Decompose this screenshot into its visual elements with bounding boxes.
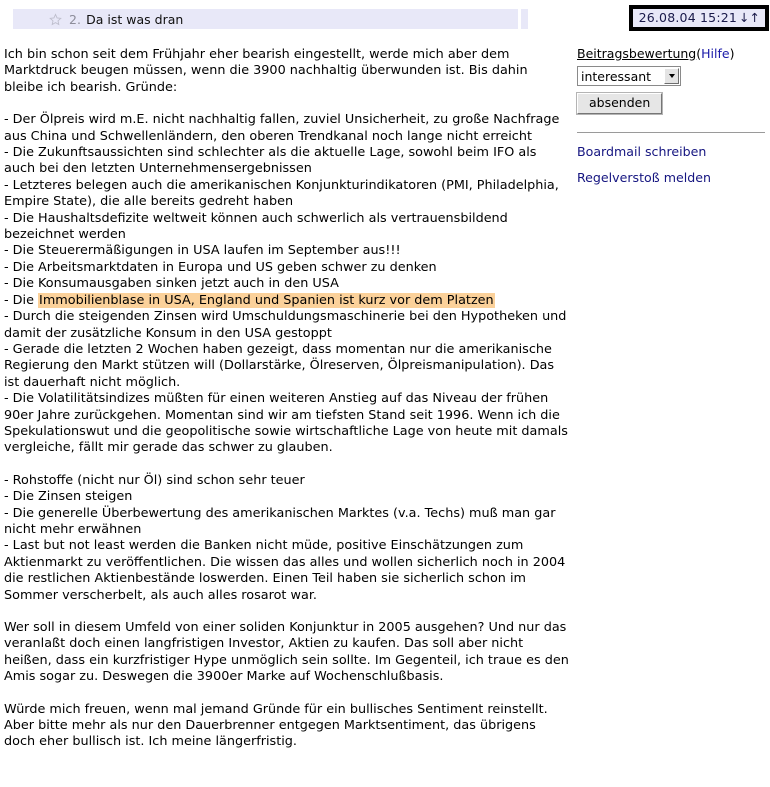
post-header-row [0, 0, 770, 36]
post-paragraph-list [4, 473, 570, 604]
post-line: - Die Zukunftsaussichten sind schlechter als die aktuelle Lage, sowohl beim IFO als auch bei den letzten Unternehmensergebnissen [4, 145, 537, 177]
rating-help-link[interactable]: Hilfe [701, 46, 730, 61]
post-line-prefix: - Die [4, 292, 39, 308]
post-paragraph-list [4, 112, 570, 457]
chevron-down-icon[interactable] [664, 68, 679, 84]
rating-help-close-paren: ) [729, 46, 735, 61]
post-line: - Gerade die letzten 2 Wochen haben gezeigt, dass momentan nur die amerikanische Regierung den Markt stützen will (Dollarstärke, Ölreserven, Ölpreismanipulation). Das ist dauerhaft nicht möglich. [4, 341, 555, 390]
post-line: - Die generelle Überbewertung des amerikanischen Marktes (v.a. Techs) muß man gar nicht mehr erwähnen [4, 505, 556, 537]
rating-label-text: Beitragsbewertung [577, 46, 697, 61]
post-line: - Rohstoffe (nicht nur Öl) sind schon sehr teuer [4, 472, 305, 488]
post-line: - Die Arbeitsmarktdaten in Europa und US geben schwer zu denken [4, 259, 437, 275]
post-timestamp: 26.08.04 15:21 [638, 10, 738, 25]
post-line: - Durch die steigenden Zinsen wird Umschuldungsmaschinerie bei den Hypotheken und damit der zusätzliche Konsum in den USA gestoppt [4, 309, 567, 341]
post-paragraph: Ich bin schon seit dem Frühjahr eher bearish eingestellt, werde mich aber dem Marktdruck beugen müssen, wenn die 3900 nachhaltig überwunden ist. Bis dahin bleibe ich bearish. Gründe: [4, 47, 528, 95]
nav-arrows-icon[interactable]: ↓↑ [739, 10, 760, 25]
post-title: Da ist was dran [86, 11, 184, 27]
post-line: - Der Ölpreis wird m.E. nicht nachhaltig fallen, zuviel Unsicherheit, zu große Nachfrage aus China und Schwellenländern, den oberen Trendkanal noch lange nicht erreicht [4, 112, 560, 144]
submit-rating-button[interactable]: absenden [577, 93, 662, 114]
post-index: 2. [69, 11, 82, 27]
post-line: - Die Volatilitätsindizes müßten für einen weiteren Anstieg auf das Niveau der frühen 90er Jahre zurückgehen. Momentan sind wir am tiefsten Stand seit 1996. Wenn ich die Spekulationswut und die geopolitische sowie wirtschaftliche Lage von heute mit damals vergleiche, fällt mir gerade das schwer zu glauben. [4, 391, 568, 456]
rating-select-value: interessant [581, 68, 652, 84]
post-title-bar-tail [521, 9, 528, 29]
post-line: - Die Steuerermäßigungen in USA laufen im September aus!!! [4, 243, 401, 259]
post-paragraph: Würde mich freuen, wenn mal jemand Gründe für ein bullisches Sentiment reinstellt. Aber bitte mehr als nur den Dauerbrenner entgegen Marktsentiment, das übrigens doch eher bullisch ist. Ich meine längerfristig. [4, 701, 548, 750]
rating-select[interactable] [577, 66, 681, 86]
sidebar-divider [577, 132, 765, 133]
post-line: - Letzteres belegen auch die amerikanischen Konjunkturindikatoren (PMI, Philadelphia, Empire State), die alle bereits gedreht haben [4, 177, 559, 210]
highlighted-text: Immobilienblase in USA, England und Spanien ist kurz vor dem Platzen [39, 292, 494, 308]
post-line: - Die Konsumausgaben sinken jetzt auch in den USA [4, 276, 339, 292]
star-outline-icon[interactable] [49, 13, 62, 26]
post-line: - Die Haushaltsdefizite weltweit können auch schwerlich als vertrauensbildend bezeichnet werden [4, 210, 508, 243]
report-violation-link[interactable]: Regelverstoß melden [577, 170, 711, 185]
post-timestamp-box[interactable] [629, 5, 769, 31]
post-line: - Die Zinsen steigen [4, 489, 133, 505]
post-sidebar [577, 46, 767, 185]
rating-label [577, 46, 767, 61]
post-line: - Last but not least werden die Banken nicht müde, positive Einschätzungen zum Aktienmarkt zu veröffentlichen. Die wissen das alles und wollen sicherlich noch in 2004 die restlichen Aktienbestände loswerden. Einen Teil haben sie sicherlich schon im Sommer verscherbelt, als auch alles rosarot war. [4, 538, 566, 603]
rating-help-open-paren: ( [696, 46, 702, 61]
post-paragraph: Wer soll in diesem Umfeld von einer soliden Konjunktur in 2005 ausgehen? Und nur das veranlaßt doch einen langfristigen Investor, Aktien zu kaufen. Das soll aber nicht heißen, dass ein kurzfristiger Hype unmöglich sein sollte. Im Gegenteil, ich traue es den Amis sogar zu. Deswegen die 3900er Marke auf Wochenschlußbasis. [4, 620, 569, 685]
post-body [4, 47, 570, 751]
boardmail-link[interactable]: Boardmail schreiben [577, 144, 707, 159]
post-title-bar[interactable] [13, 9, 518, 29]
